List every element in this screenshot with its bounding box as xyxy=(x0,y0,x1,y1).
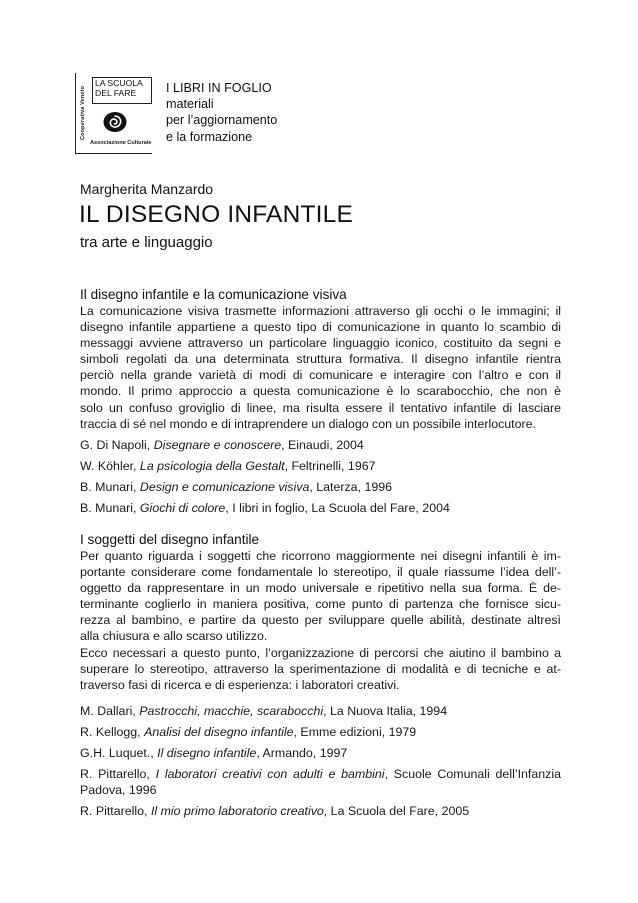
reference-item xyxy=(80,766,561,798)
paragraph-line: solo un confuso groviglio di linee, ma risulta essere il tentativo infantile di lasciare xyxy=(80,400,561,415)
section-visual-communication xyxy=(80,287,561,432)
paragraph-line: simboli regolati da una determinata struttura formativa. Il disegno infantile rientra xyxy=(80,352,561,367)
series-line-4: e la formazione xyxy=(166,129,253,144)
reference-item: M. Dallari, Pastrocchi, macchie, scarabocchi, La Nuova Italia, 1994 xyxy=(80,704,448,718)
reference-item: R. Kellogg, Analisi del disegno infantile, Emme edizioni, 1979 xyxy=(80,725,417,739)
author-name: Margherita Manzardo xyxy=(80,181,214,197)
logo-line-1: LA SCUOLA xyxy=(95,78,143,88)
reference-item: G.H. Luquet., Il disegno infantile, Armando, 1997 xyxy=(80,746,348,760)
paragraph-line: Per quanto riguarda i soggetti che ricorrono maggiormente nei disegni infantili è im- xyxy=(80,549,561,563)
reference-item: B. Munari, Design e comunicazione visiva, Laterza, 1996 xyxy=(80,480,393,494)
series-line-3: per l’aggiornamento xyxy=(166,113,278,128)
paragraph-line: terminante coglierlo in maniera positiva, come punto di partenza che fornisce sicu- xyxy=(80,597,561,612)
paragraph-line: rezza al bambino, e partire da questo per sviluppare quelle abilità, destinate altresì xyxy=(80,613,561,628)
document-title: IL DISEGNO INFANTILE xyxy=(79,201,354,228)
series-line-1: I LIBRI IN FOGLIO xyxy=(166,81,272,95)
reference-line: Padova, 1996 xyxy=(80,783,157,797)
series-heading xyxy=(166,80,277,145)
reference-line: R. Pittarello, I laboratori creativi con adulti e bambini, Scuole Comunali dell’Infanzia xyxy=(80,767,561,781)
logo-association: Associazione Culturale xyxy=(90,140,152,146)
paragraph-line: messaggi avviene attraverso un particolare linguaggio iconico, costituito da segni e xyxy=(80,336,561,351)
reference-item: G. Di Napoli, Disegnare e conoscere, Einaudi, 2004 xyxy=(80,438,364,452)
paragraph-line: Ecco necessari a questo punto, l’organizzazione di percorsi che aiutino il bambino a xyxy=(80,645,561,660)
paragraph-line: disegno infantile appartiene a questo tipo di comunicazione in quanto lo scambio di xyxy=(80,320,561,335)
paragraph-line: oggetto da rappresentare in un modo universale e ripetitivo nella sua forma. È de- xyxy=(80,581,561,596)
section-subjects xyxy=(80,532,561,693)
paragraph-line: mondo. Il primo approccio a questa comunicazione è lo scarabocchio, che non è xyxy=(80,384,561,399)
paragraph-line: traccia di sé nel mondo e di intraprendere un dialogo con un possibile interlocutore. xyxy=(80,416,536,431)
reference-item: W. Köhler, La psicologia della Gestalt, Feltrinelli, 1967 xyxy=(80,459,376,473)
paragraph-line: portante considerare come fondamentale lo stereotipo, il quale riassume l’idea dell’- xyxy=(80,565,561,580)
references-list xyxy=(80,437,561,516)
paragraph-line: alla chiusura e allo scarso utilizzo. xyxy=(80,629,268,644)
logo-vertical-label: Cooperativa Veneto xyxy=(80,85,86,141)
paragraph-line: perciò nella grande varietà di modi di comunicare e interagire con l’altro e con il xyxy=(80,368,561,383)
paragraph-line: traverso fasi di ricerca e di esperienza: i laboratori creativi. xyxy=(80,677,400,692)
document-subtitle: tra arte e linguaggio xyxy=(80,234,213,251)
paragraph-line: La comunicazione visiva trasmette informazioni attraverso gli occhi o le immagini; il xyxy=(80,304,561,318)
spiral-mark-icon xyxy=(102,111,128,133)
logo-name-box xyxy=(92,77,152,104)
section-heading: Il disegno infantile e la comunicazione visiva xyxy=(80,287,347,302)
section-heading: I soggetti del disegno infantile xyxy=(80,532,260,547)
publisher-logo xyxy=(75,73,152,154)
series-line-2: materiali xyxy=(166,97,214,112)
reference-item: R. Pittarello, Il mio primo laboratorio creativo, La Scuola del Fare, 2005 xyxy=(80,804,470,818)
logo-vertical-text xyxy=(76,73,90,153)
references-list xyxy=(80,703,561,819)
paragraph-line: superare lo stereotipo, attraverso la sperimentazione di modalità e di tecniche e at- xyxy=(80,661,561,676)
section-paragraph xyxy=(80,548,561,693)
logo-line-2: DEL FARE xyxy=(95,88,137,98)
reference-item: B. Munari, Giochi di colore, I libri in foglio, La Scuola del Fare, 2004 xyxy=(80,501,450,515)
section-paragraph xyxy=(80,303,561,432)
